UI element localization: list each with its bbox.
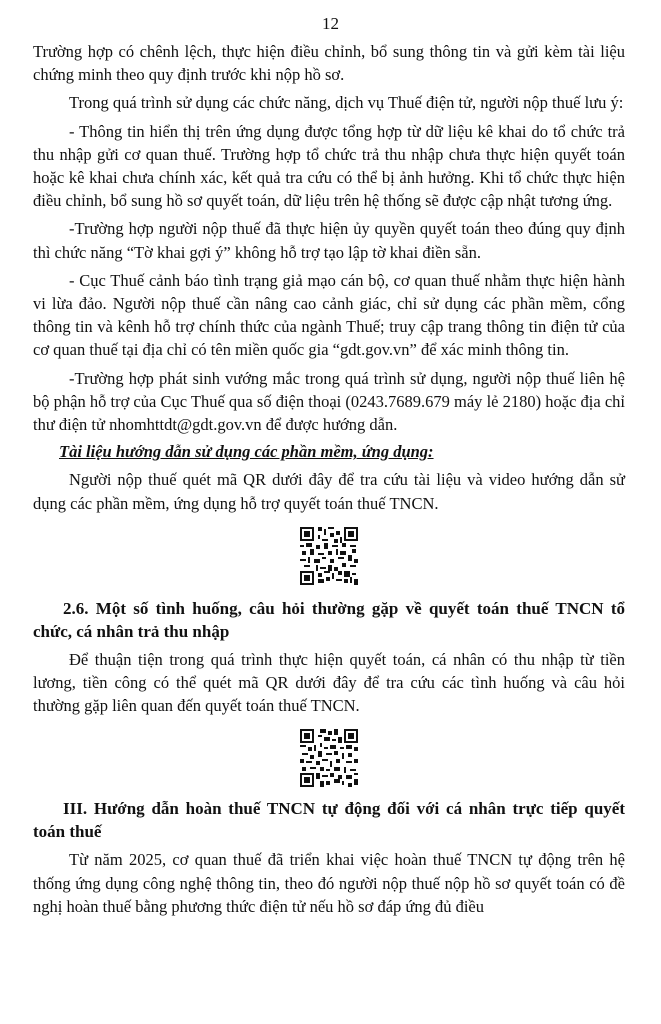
paragraph-note-data-source: - Thông tin hiển thị trên ứng dụng được tổng hợp từ dữ liệu kê khai do tổ chức trả thu nhập gửi cơ quan thuế. Trường hợp tổ chức trả thu nhập chưa thực hiện quyết toán hoặc kê khai chưa chính xác, kết quả tra cứu có thể bị ảnh hưởng. Khi tổ chức thực hiện điều chỉnh, bổ sung hồ sơ quyết toán, dữ liệu trên hệ thống sẽ được cập nhật tương ứng. bbox=[33, 121, 625, 211]
qr-code-guide-icon bbox=[300, 527, 358, 585]
heading-section-2-6: 2.6. Một số tình huống, câu hỏi thường gặp về quyết toán thuế TNCN tổ chức, cá nhân trả thu nhập bbox=[33, 598, 625, 641]
heading-guide-documents: Tài liệu hướng dẫn sử dụng các phần mềm, ứng dụng: bbox=[59, 442, 434, 462]
paragraph-note-support-contact: -Trường hợp phát sinh vướng mắc trong quá trình sử dụng, người nộp thuế liên hệ bộ phận hỗ trợ của Cục Thuế qua số điện thoại (0243.7689.679 máy lẻ 2180) hoặc địa chỉ thư điện tử nhomhttdt@gdt.gov.vn để được hướng dẫn. bbox=[33, 368, 625, 435]
paragraph-guide-qr: Người nộp thuế quét mã QR dưới đây để tra cứu tài liệu và video hướng dẫn sử dụng các phần mềm, ứng dụng hỗ trợ quyết toán thuế TNCN. bbox=[33, 470, 625, 513]
heading-section-III: III. Hướng dẫn hoàn thuế TNCN tự động đối với cá nhân trực tiếp quyết toán thuế bbox=[33, 799, 625, 842]
qr-code-faq-icon bbox=[300, 729, 358, 787]
paragraph-note-authorization: -Trường hợp người nộp thuế đã thực hiện ủy quyền quyết toán theo đúng quy định thì chức năng “Tờ khai gợi ý” không hỗ trợ tạo lập tờ khai điền sẵn. bbox=[33, 219, 625, 262]
page-number: 12 bbox=[322, 14, 339, 33]
page-content bbox=[33, 40, 625, 918]
paragraph-auto-refund: Từ năm 2025, cơ quan thuế đã triển khai việc hoàn thuế TNCN tự động trên hệ thống ứng dụng công nghệ thông tin, theo đó người nộp thuế nộp hồ sơ quyết toán có đề nghị hoàn thuế bằng phương thức điện tử nếu hồ sơ đáp ứng đủ điều bbox=[33, 850, 625, 916]
paragraph-note-fraud-warning: - Cục Thuế cảnh báo tình trạng giả mạo cán bộ, cơ quan thuế nhằm thực hiện hành vi lừa đảo. Người nộp thuế cần nâng cao cảnh giác, chỉ sử dụng các phần mềm, cổng thông tin và kênh hỗ trợ chính thức của ngành Thuế; truy cập trang thông tin điện tử của cơ quan thuế tại địa chỉ có tên miền quốc gia “gdt.gov.vn” để xác minh thông tin. bbox=[33, 270, 625, 360]
paragraph-discrepancy: Trường hợp có chênh lệch, thực hiện điều chỉnh, bổ sung thông tin và gửi kèm tài liệu chứng minh theo quy định trước khi nộp hồ sơ. bbox=[33, 42, 625, 85]
paragraph-notes-intro: Trong quá trình sử dụng các chức năng, dịch vụ Thuế điện tử, người nộp thuế lưu ý: bbox=[69, 93, 624, 113]
paragraph-faq-qr: Để thuận tiện trong quá trình thực hiện quyết toán, cá nhân có thu nhập từ tiền lương, tiền công có thể quét mã QR dưới đây để tra cứu các tình huống và câu hỏi thường gặp liên quan đến quyết toán thuế TNCN. bbox=[33, 649, 625, 716]
